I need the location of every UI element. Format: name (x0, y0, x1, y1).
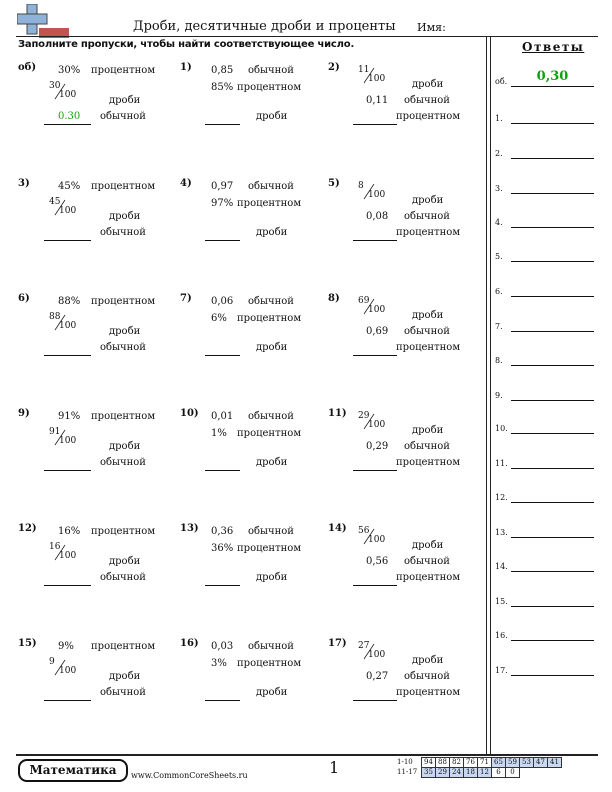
percent-value: 6% (211, 313, 227, 324)
answer-row (493, 353, 598, 367)
problem-number: 13) (180, 523, 199, 534)
score-cell: 41 (548, 758, 562, 768)
row-label: процентном (237, 543, 302, 554)
answer-label: 14. (495, 562, 508, 571)
score-cell: 35 (422, 768, 436, 778)
decimal-value: 0,97 (211, 181, 234, 192)
fraction-denominator: 100 (59, 551, 77, 561)
decimal-value: 0,27 (366, 671, 389, 682)
percent-value: 45% (58, 181, 81, 192)
answer-label: 17. (495, 666, 508, 675)
row-label: обычной (404, 441, 450, 452)
fraction-numerator: 8 (358, 181, 364, 191)
answer-blank (353, 230, 397, 241)
problem-number: 15) (18, 638, 37, 649)
row-label: дроби (109, 441, 141, 452)
answer-blank (205, 114, 240, 125)
problem-item (180, 523, 330, 593)
problem-item (18, 638, 168, 708)
instructions: Заполните пропуски, чтобы найти соответствующее число. (18, 39, 355, 50)
answer-label: 15. (495, 597, 508, 606)
row-label: дроби (412, 540, 444, 551)
plus-logo-icon (17, 4, 69, 38)
percent-value: 30% (58, 65, 81, 76)
fraction-denominator: 100 (368, 190, 386, 200)
row-label: процентном (237, 658, 302, 669)
fraction (49, 657, 83, 677)
answer-line (511, 227, 594, 228)
answer-row (493, 215, 598, 229)
answer-line (511, 261, 594, 262)
row-label: процентном (237, 198, 302, 209)
row-label: дроби (109, 556, 141, 567)
row-label: обычной (100, 111, 146, 122)
percent-value: 85% (211, 82, 234, 93)
row-label: процентном (396, 227, 461, 238)
answer-label: 12. (495, 493, 508, 502)
fraction-denominator: 100 (59, 321, 77, 331)
problem-item (328, 523, 478, 593)
row-label: процентном (396, 572, 461, 583)
answer-blank (205, 345, 240, 356)
answer-label: 2. (495, 149, 503, 158)
row-label: обычной (404, 95, 450, 106)
problem-number: 17) (328, 638, 347, 649)
answer-column-divider-inner (490, 36, 491, 754)
row-label: обычной (248, 526, 294, 537)
answer-label: 4. (495, 218, 503, 227)
percent-value: 36% (211, 543, 234, 554)
fraction-numerator: 45 (49, 197, 61, 207)
problem-number: 2) (328, 62, 340, 73)
row-label: процентном (91, 65, 156, 76)
answer-blank (205, 460, 240, 471)
header-divider (16, 36, 598, 37)
row-label: процентном (237, 428, 302, 439)
answer-row (493, 388, 598, 402)
score-cell: 6 (492, 768, 506, 778)
score-cell: 88 (436, 758, 450, 768)
answer-line (511, 331, 594, 332)
problem-item (180, 408, 330, 478)
score-cell: 76 (464, 758, 478, 768)
decimal-value: 0,11 (366, 95, 389, 106)
fraction-denominator: 100 (368, 535, 386, 545)
answer-blank (44, 690, 91, 701)
score-cell: 18 (464, 768, 478, 778)
problem-item (328, 408, 478, 478)
row-label: дроби (256, 572, 288, 583)
answer-line (511, 433, 594, 434)
fraction-denominator: 100 (59, 206, 77, 216)
row-label: дроби (256, 457, 288, 468)
problem-item (18, 178, 168, 248)
fraction-numerator: 30 (49, 81, 61, 91)
answer-line (511, 502, 594, 503)
percent-value: 3% (211, 658, 227, 669)
fraction (358, 65, 392, 85)
decimal-value: 0,85 (211, 65, 234, 76)
row-label: обычной (248, 65, 294, 76)
row-label: обычной (100, 227, 146, 238)
score-cell: 12 (478, 768, 492, 778)
row-label: процентном (396, 687, 461, 698)
fraction-numerator: 56 (358, 526, 370, 536)
answer-line (511, 606, 594, 607)
problem-item (328, 62, 478, 132)
row-label: процентном (396, 342, 461, 353)
percent-value: 1% (211, 428, 227, 439)
score-cell: 0 (506, 768, 520, 778)
score-cell: 82 (450, 758, 464, 768)
problem-number: 5) (328, 178, 340, 189)
fraction-denominator: 100 (368, 305, 386, 315)
answer-blank (205, 690, 240, 701)
problem-item (180, 178, 330, 248)
fraction-denominator: 100 (368, 650, 386, 660)
answer-label: 1. (495, 114, 503, 123)
answer-line (511, 400, 594, 401)
fraction (49, 81, 83, 101)
problem-number: 16) (180, 638, 199, 649)
answer-line (511, 158, 594, 159)
answer-row (493, 594, 598, 608)
fraction (49, 197, 83, 217)
row-label: обычной (404, 326, 450, 337)
score-row-label: 11-17 (397, 768, 418, 776)
fraction (358, 296, 392, 316)
row-label: дроби (256, 687, 288, 698)
fraction-numerator: 91 (49, 427, 61, 437)
answer-row (493, 69, 598, 88)
answer-line (511, 86, 594, 87)
fraction-numerator: 88 (49, 312, 61, 322)
answer-blank (44, 460, 91, 471)
fraction (358, 641, 392, 661)
decimal-value: 0,29 (366, 441, 389, 452)
row-label: процентном (237, 313, 302, 324)
row-label: обычной (248, 411, 294, 422)
problem-item (18, 293, 168, 363)
percent-value: 16% (58, 526, 81, 537)
problem-number: 10) (180, 408, 199, 419)
score-cell: 29 (436, 768, 450, 778)
score-cell: 65 (492, 758, 506, 768)
score-row-label: 1-10 (397, 758, 413, 766)
fraction-numerator: 27 (358, 641, 370, 651)
answer-line (511, 123, 594, 124)
problem-item (18, 408, 168, 478)
answers-title: Ответы (522, 40, 585, 54)
problem-number: 3) (18, 178, 30, 189)
row-label: процентном (91, 641, 156, 652)
answer-blank (353, 690, 397, 701)
decimal-value: 0,08 (366, 211, 389, 222)
answer-line (511, 640, 594, 641)
fraction (49, 542, 83, 562)
fraction-denominator: 100 (59, 666, 77, 676)
decimal-value: 0,69 (366, 326, 389, 337)
answer-row (493, 181, 598, 195)
row-label: процентном (396, 111, 461, 122)
answer-value: 0,30 (536, 69, 569, 84)
row-label: дроби (109, 211, 141, 222)
problem-number: 6) (18, 293, 30, 304)
fraction-numerator: 16 (49, 542, 61, 552)
fraction (358, 411, 392, 431)
score-cell: 47 (534, 758, 548, 768)
percent-value: 9% (58, 641, 74, 652)
row-label: процентном (91, 411, 156, 422)
row-label: обычной (248, 641, 294, 652)
fraction (49, 312, 83, 332)
row-label: процентном (91, 181, 156, 192)
answer-label: 3. (495, 184, 503, 193)
answer-column-divider (486, 36, 487, 754)
answer-row (493, 319, 598, 333)
problem-number: 14) (328, 523, 347, 534)
score-cell: 94 (422, 758, 436, 768)
answer-row (493, 628, 598, 642)
row-label: дроби (256, 111, 288, 122)
answer-blank (353, 114, 397, 125)
problem-number: 11) (328, 408, 347, 419)
problem-number: 12) (18, 523, 37, 534)
score-cell: 71 (478, 758, 492, 768)
answer-label: 16. (495, 631, 508, 640)
problem-number: об) (18, 62, 37, 73)
answer-row (493, 559, 598, 573)
answer-row (493, 146, 598, 160)
row-label: дроби (412, 310, 444, 321)
answer-row (493, 249, 598, 263)
filled-answer: 0.30 (58, 111, 81, 122)
decimal-value: 0,01 (211, 411, 234, 422)
percent-value: 88% (58, 296, 81, 307)
problem-item (180, 638, 330, 708)
row-label: дроби (412, 655, 444, 666)
answer-label: 9. (495, 391, 503, 400)
problem-number: 4) (180, 178, 192, 189)
decimal-value: 0,03 (211, 641, 234, 652)
row-label: процентном (91, 526, 156, 537)
site-url: www.CommonCoreSheets.ru (131, 771, 248, 780)
answer-label: 7. (495, 322, 503, 331)
answer-row (493, 525, 598, 539)
fraction-numerator: 29 (358, 411, 370, 421)
answer-label: 13. (495, 528, 508, 537)
row-label: процентном (396, 457, 461, 468)
problem-item (18, 523, 168, 593)
percent-value: 97% (211, 198, 234, 209)
problem-number: 9) (18, 408, 30, 419)
answer-blank (353, 575, 397, 586)
answer-row (493, 111, 598, 125)
fraction-numerator: 9 (49, 657, 55, 667)
row-label: дроби (412, 79, 444, 90)
problem-item (180, 293, 330, 363)
row-label: обычной (248, 296, 294, 307)
answer-blank (205, 575, 240, 586)
brand-badge: Математика (18, 759, 128, 782)
row-label: обычной (100, 687, 146, 698)
row-label: процентном (237, 82, 302, 93)
fraction (49, 427, 83, 447)
answer-label: 6. (495, 287, 503, 296)
row-label: обычной (404, 556, 450, 567)
answer-blank (353, 460, 397, 471)
fraction-denominator: 100 (368, 420, 386, 430)
problem-item (180, 62, 330, 132)
answer-line (511, 365, 594, 366)
page-title: Дроби, десятичные дроби и проценты (133, 19, 396, 34)
answer-row (493, 663, 598, 677)
answer-blank (44, 230, 91, 241)
name-label: Имя: (417, 21, 446, 34)
fraction-numerator: 69 (358, 296, 370, 306)
row-label: обычной (404, 671, 450, 682)
problem-item (328, 638, 478, 708)
answer-blank (205, 230, 240, 241)
fraction-numerator: 11 (358, 65, 370, 75)
score-cell: 59 (506, 758, 520, 768)
answer-label: 8. (495, 356, 503, 365)
answer-blank (353, 345, 397, 356)
row-label: обычной (404, 211, 450, 222)
problem-number: 7) (180, 293, 192, 304)
answer-label: 5. (495, 252, 503, 261)
fraction-denominator: 100 (59, 90, 77, 100)
footer-divider (16, 754, 598, 756)
answer-row (493, 421, 598, 435)
fraction-denominator: 100 (59, 436, 77, 446)
answer-blank (44, 575, 91, 586)
percent-value: 91% (58, 411, 81, 422)
row-label: дроби (109, 95, 141, 106)
answer-blank (44, 345, 91, 356)
row-label: обычной (100, 572, 146, 583)
score-cell: 53 (520, 758, 534, 768)
answer-label: об. (495, 77, 508, 86)
answer-row (493, 284, 598, 298)
decimal-value: 0,06 (211, 296, 234, 307)
fraction (358, 526, 392, 546)
row-label: дроби (412, 425, 444, 436)
answer-line (511, 468, 594, 469)
answer-line (511, 296, 594, 297)
answer-label: 10. (495, 424, 508, 433)
row-label: процентном (91, 296, 156, 307)
problem-item (18, 62, 168, 132)
row-label: дроби (109, 326, 141, 337)
row-label: дроби (109, 671, 141, 682)
fraction (358, 181, 392, 201)
answer-label: 11. (495, 459, 508, 468)
problem-number: 1) (180, 62, 192, 73)
answer-row (493, 490, 598, 504)
row-label: обычной (100, 457, 146, 468)
problem-item (328, 178, 478, 248)
page-number: 1 (329, 758, 340, 777)
row-label: обычной (100, 342, 146, 353)
answer-row (493, 456, 598, 470)
score-table (397, 757, 562, 778)
decimal-value: 0,56 (366, 556, 389, 567)
problem-number: 8) (328, 293, 340, 304)
answer-line (511, 571, 594, 572)
problem-item (328, 293, 478, 363)
answer-line (511, 193, 594, 194)
row-label: дроби (256, 342, 288, 353)
fraction-denominator: 100 (368, 74, 386, 84)
answer-line (511, 537, 594, 538)
answer-line (511, 675, 594, 676)
row-label: дроби (412, 195, 444, 206)
row-label: дроби (256, 227, 288, 238)
score-cell: 24 (450, 768, 464, 778)
decimal-value: 0,36 (211, 526, 234, 537)
row-label: обычной (248, 181, 294, 192)
